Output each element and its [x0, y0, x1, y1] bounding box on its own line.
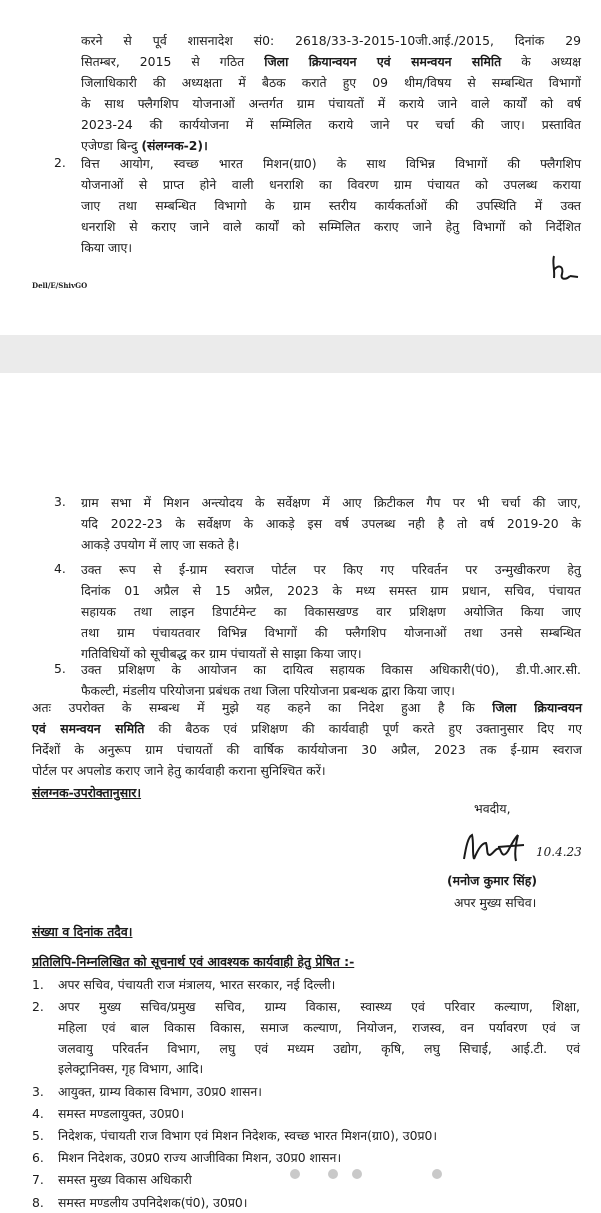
- item-2-line: वित्त आयोग, स्वच्छ भारत मिशन(ग्रा0) के साथ विभिन्न विभागों की फ्लैगशिप: [81, 153, 581, 174]
- copy-item-line: जलवायु परिवर्तन विभाग, लघु एवं मध्यम उद्योग, कृषि, लघु सिचाई, आई.टी. एवं: [58, 1039, 580, 1060]
- closing-salutation: भवदीय,: [474, 800, 511, 817]
- copy-item-number: 8.: [32, 1193, 44, 1213]
- item-5-line: फैकल्टी, मंडलीय परियोजना प्रबंधक तथा जिला परियोजना प्रबन्धक द्वारा किया जाए।: [81, 680, 581, 701]
- item-4-line: तथा ग्राम पंचायतवार विभिन्न विभागों की फ्लैगशिप योजनाओं तथा उनसे सम्बन्धित: [81, 622, 581, 643]
- copy-item: [58, 1082, 580, 1103]
- item-3-line: यदि 2022-23 के सर्वेक्षण के आकड़े इस वर्ष उपलब्ध नही है तो वर्ष 2019-20 के: [81, 513, 581, 534]
- item-5-text: [81, 659, 581, 701]
- item-2-line: किया जाए।: [81, 237, 581, 258]
- copy-item-number: 3.: [32, 1082, 44, 1103]
- signature-date: 10.4.23: [536, 845, 582, 859]
- item-4-number: 4.: [54, 559, 66, 580]
- number-and-date: संख्या व दिनांक तदैव।: [32, 923, 132, 940]
- copy-item-line: आयुक्त, ग्राम्य विकास विभाग, उ0प्र0 शासन।: [58, 1082, 580, 1103]
- enclosure-line: संलग्नक-उपरोक्तानुसार।: [32, 784, 141, 801]
- page-gap: [0, 335, 601, 373]
- item-4-line: उक्त रूप से ई-ग्राम स्वराज पोर्टल पर किए गए परिवर्तन पर उन्मुखीकरण हेतु: [81, 559, 581, 580]
- signatory-name: (मनोज कुमार सिंह): [447, 872, 537, 889]
- copy-item-line: अपर सचिव, पंचायती राज मंत्रालय, भारत सरकार, नई दिल्ली।: [58, 975, 580, 996]
- item-2-text: [81, 153, 581, 258]
- concluding-line: निर्देशों के अनुरूप ग्राम पंचायतों की वार्षिक कार्ययोजना 30 अप्रैल, 2023 तक ई-ग्राम स्वराज: [32, 739, 582, 760]
- item-5-line: उक्त प्रशिक्षण के आयोजन का दायित्व सहायक विकास अधिकारी(पं0), डी.पी.आर.सी.: [81, 659, 581, 680]
- copy-item-number: 5.: [32, 1126, 44, 1147]
- copy-item: [58, 1126, 580, 1147]
- copy-item: [58, 975, 580, 996]
- item-2-line: जाए तथा सम्बन्धित विभागो के ग्राम स्तरीय कार्यकर्ताओं की उपस्थिति में उक्त: [81, 195, 581, 216]
- copy-item-line: समस्त मुख्य विकास अधिकारी: [58, 1170, 580, 1191]
- nav-dot[interactable]: [290, 1169, 300, 1179]
- item-3-text: [81, 492, 581, 555]
- concluding-line: पोर्टल पर अपलोड कराए जाने हेतु कार्यवाही कराना सुनिश्चित करें।: [32, 760, 582, 781]
- signatory-title: अपर मुख्य सचिव।: [454, 894, 536, 911]
- document-page-1: [0, 0, 601, 335]
- item-2-line: धनराशि से कराए जाने वाले कार्यों को सम्मिलित कराए जाने हेतु विभागों को निर्देशित: [81, 216, 581, 237]
- copy-item-number: 7.: [32, 1170, 44, 1191]
- item-3-line: ग्राम सभा में मिशन अन्त्योदय के सर्वेक्षण में आए क्रिटीकल गैप पर भी चर्चा की जाए,: [81, 492, 581, 513]
- copy-item-number: 6.: [32, 1148, 44, 1169]
- paragraph-line: के साथ फ्लैगशिप योजनाओं अन्तर्गत ग्राम पंचायतों में कराये जाने वाले कार्यों को वर्ष: [81, 93, 581, 114]
- nav-dot[interactable]: [328, 1169, 338, 1179]
- viewer-navigation: [0, 1162, 601, 1186]
- officer-signature: [458, 829, 548, 867]
- item-2-number: 2.: [54, 153, 66, 174]
- copy-item: [58, 1104, 580, 1125]
- item-4-line: सहायक तथा लाइन डिपार्टमेन्ट का विकासखण्ड वार प्रशिक्षण अयोजित किया जाए: [81, 601, 581, 622]
- copy-item-line: समस्त मण्डलायुक्त, उ0प्र0।: [58, 1104, 580, 1125]
- concluding-line: एवं समन्वयन समिति की बैठक एवं प्रशिक्षण की कार्यवाही पूर्ण करते हुए उक्तानुसार दिए गए: [32, 718, 582, 739]
- paragraph-line: 2023-24 की कार्ययोजना में सम्मिलित कराये जाने पर चर्चा की जाए। प्रस्तावित: [81, 114, 581, 135]
- copy-item-line: मिशन निदेशक, उ0प्र0 राज्य आजीविका मिशन, उ0प्र0 शासन।: [58, 1148, 580, 1169]
- concluding-paragraph: [32, 697, 582, 781]
- nav-dot[interactable]: [432, 1169, 442, 1179]
- paragraph-line: जिलाधिकारी की अध्यक्षता में बैठक कराते हुए 09 थीम/विषय से सम्बन्धित विभागों: [81, 72, 581, 93]
- paragraph-line: सितम्बर, 2015 से गठित जिला क्रियान्वयन एवं समन्वयन समिति के अध्यक्ष: [81, 51, 581, 72]
- item-3-number: 3.: [54, 492, 66, 513]
- copy-heading: प्रतिलिपि-निम्नलिखित को सूचनार्थ एवं आवश्यक कार्यवाही हेतु प्रेषित :-: [32, 953, 354, 970]
- item-4-line: गतिविधियों को सूचीबद्ध कर ग्राम पंचायतों से साझा किया जाए।: [81, 643, 581, 664]
- copy-item: [58, 997, 580, 1080]
- item-5-number: 5.: [54, 659, 66, 680]
- item-4-text: [81, 559, 581, 664]
- copy-item-line: निदेशक, पंचायती राज विभाग एवं मिशन निदेशक, स्वच्छ भारत मिशन(ग्रा0), उ0प्र0।: [58, 1126, 580, 1147]
- page1-paragraph-1: [81, 30, 581, 156]
- nav-dot[interactable]: [352, 1169, 362, 1179]
- item-3-line: आकड़े उपयोग में लाए जा सकते है।: [81, 534, 581, 555]
- footer-code: Dell/E/ShivGO: [32, 281, 87, 290]
- copy-item-number: 1.: [32, 975, 44, 996]
- copy-item-number: 4.: [32, 1104, 44, 1125]
- copy-item-line: इलेक्ट्रानिक्स, गृह विभाग, आदि।: [58, 1059, 580, 1080]
- copy-item-line: समस्त मण्डलीय उपनिदेशक(पं0), उ0प्र0।: [58, 1193, 580, 1213]
- concluding-line: अतः उपरोक्त के सम्बन्ध में मुझे यह कहने का निदेश हुआ है कि जिला क्रियान्वयन: [32, 697, 582, 718]
- document-page-2: [0, 373, 601, 1200]
- copy-item: [58, 1193, 580, 1213]
- copy-item-line: अपर मुख्य सचिव/प्रमुख सचिव, ग्राम्य विकास, स्वास्थ्य एवं परिवार कल्याण, शिक्षा,: [58, 997, 580, 1018]
- paragraph-line: एजेण्डा बिन्दु (संलग्नक-2)।: [81, 135, 581, 156]
- paragraph-line: करने से पूर्व शासनादेश सं0: 2618/33-3-2015-10जी.आई./2015, दिनांक 29: [81, 30, 581, 51]
- initials-signature: [546, 252, 580, 286]
- copy-item-number: 2.: [32, 997, 44, 1018]
- item-2-line: योजनाओं से प्राप्त होने वाली धनराशि का विवरण ग्राम पंचायत को उपलब्ध कराया: [81, 174, 581, 195]
- item-4-line: दिनांक 01 अप्रैल से 15 अप्रैल, 2023 के मध्य समस्त ग्राम प्रधान, सचिव, पंचायत: [81, 580, 581, 601]
- copy-item-line: महिला एवं बाल विकास विकास, समाज कल्याण, नियोजन, राजस्व, वन पर्यावरण एवं ज: [58, 1018, 580, 1039]
